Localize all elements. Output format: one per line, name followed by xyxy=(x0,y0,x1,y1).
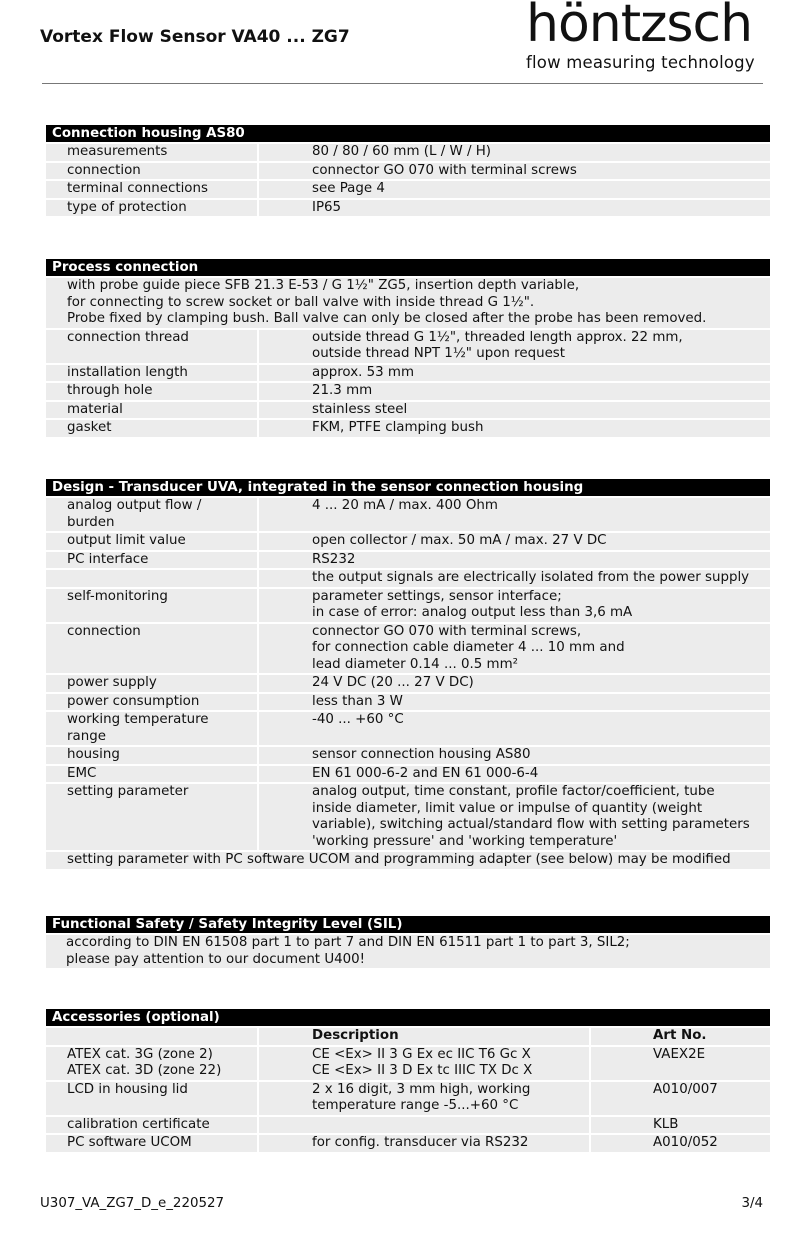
table-row: ATEX cat. 3G (zone 2) ATEX cat. 3D (zone 22) CE <Ex> II 3 G Ex ec IIC T6 Gc X CE <Ex> II 3 D Ex tc IIIC TX Dc X VAEX2E xyxy=(46,1047,770,1080)
document-title: Vortex Flow Sensor VA40 ... ZG7 xyxy=(40,27,350,47)
table-row: connection thread outside thread G 1½", threaded length approx. 22 mm, outside thread NPT 1½" upon request xyxy=(46,330,770,363)
table-row: power consumption less than 3 W xyxy=(46,694,770,711)
company-logo xyxy=(526,0,766,72)
table-row: working temperature range -40 ... +60 °C xyxy=(46,712,770,745)
table-row: through hole 21.3 mm xyxy=(46,383,770,400)
header-divider xyxy=(42,83,763,84)
document-id: U307_VA_ZG7_D_e_220527 xyxy=(40,1196,225,1211)
table-row: calibration certificate KLB xyxy=(46,1117,770,1134)
table-row: housing sensor connection housing AS80 xyxy=(46,747,770,764)
table-row: setting parameter analog output, time constant, profile factor/coefficient, tube inside diameter, limit value or impulse of quantity (weight variable), switching actual/standard flow with setting parameters 'working pressure' and 'working temperature' xyxy=(46,784,770,850)
logo-tagline: flow measuring technology xyxy=(526,53,755,72)
section-accessories xyxy=(46,1009,770,1152)
section-functional-safety xyxy=(46,916,770,968)
section-design-transducer xyxy=(46,479,770,869)
table-row: power supply 24 V DC (20 ... 27 V DC) xyxy=(46,675,770,692)
section-title: Connection housing AS80 xyxy=(46,125,770,142)
section-title: Design - Transducer UVA, integrated in the sensor connection housing xyxy=(46,479,770,496)
table-row: connection connector GO 070 with terminal screws xyxy=(46,163,770,180)
section-title: Process connection xyxy=(46,259,770,276)
table-row: gasket FKM, PTFE clamping bush xyxy=(46,420,770,437)
logo-wordmark: höntzsch xyxy=(526,0,753,54)
table-row: material stainless steel xyxy=(46,402,770,419)
section-process-connection xyxy=(46,259,770,437)
table-row: terminal connections see Page 4 xyxy=(46,181,770,198)
table-row: EMC EN 61 000-6-2 and EN 61 000-6-4 xyxy=(46,766,770,783)
table-row: PC interface RS232 xyxy=(46,552,770,569)
table-row: setting parameter with PC software UCOM and programming adapter (see below) may be modified xyxy=(46,852,770,869)
page-header xyxy=(0,0,800,90)
table-row: output limit value open collector / max. 50 mA / max. 27 V DC xyxy=(46,533,770,550)
table-row: self-monitoring parameter settings, sensor interface; in case of error: analog output less than 3,6 mA xyxy=(46,589,770,622)
table-row: according to DIN EN 61508 part 1 to part 7 and DIN EN 61511 part 1 to part 3, SIL2; please pay attention to our document U400! xyxy=(46,935,770,968)
table-row: PC software UCOM for config. transducer via RS232 A010/052 xyxy=(46,1135,770,1152)
page-number: 3/4 xyxy=(741,1196,763,1211)
table-row: connection connector GO 070 with terminal screws, for connection cable diameter 4 ... 10 mm and lead diameter 0.14 ... 0.5 mm² xyxy=(46,624,770,674)
section-connection-housing xyxy=(46,125,770,216)
section-title: Functional Safety / Safety Integrity Level (SIL) xyxy=(46,916,770,933)
section-title: Accessories (optional) xyxy=(46,1009,770,1026)
table-header-row: Description Art No. xyxy=(46,1028,770,1045)
table-row: with probe guide piece SFB 21.3 E-53 / G 1½" ZG5, insertion depth variable, for connecting to screw socket or ball valve with inside thread G 1½". Probe fixed by clamping bush. Ball valve can only be closed after the probe has been removed. xyxy=(46,278,770,328)
table-row: installation length approx. 53 mm xyxy=(46,365,770,382)
table-row: the output signals are electrically isolated from the power supply xyxy=(46,570,770,587)
table-row: analog output flow / burden 4 ... 20 mA / max. 400 Ohm xyxy=(46,498,770,531)
table-row: type of protection IP65 xyxy=(46,200,770,217)
table-row: measurements 80 / 80 / 60 mm (L / W / H) xyxy=(46,144,770,161)
table-row: LCD in housing lid 2 x 16 digit, 3 mm high, working temperature range -5...+60 °C A010/007 xyxy=(46,1082,770,1115)
